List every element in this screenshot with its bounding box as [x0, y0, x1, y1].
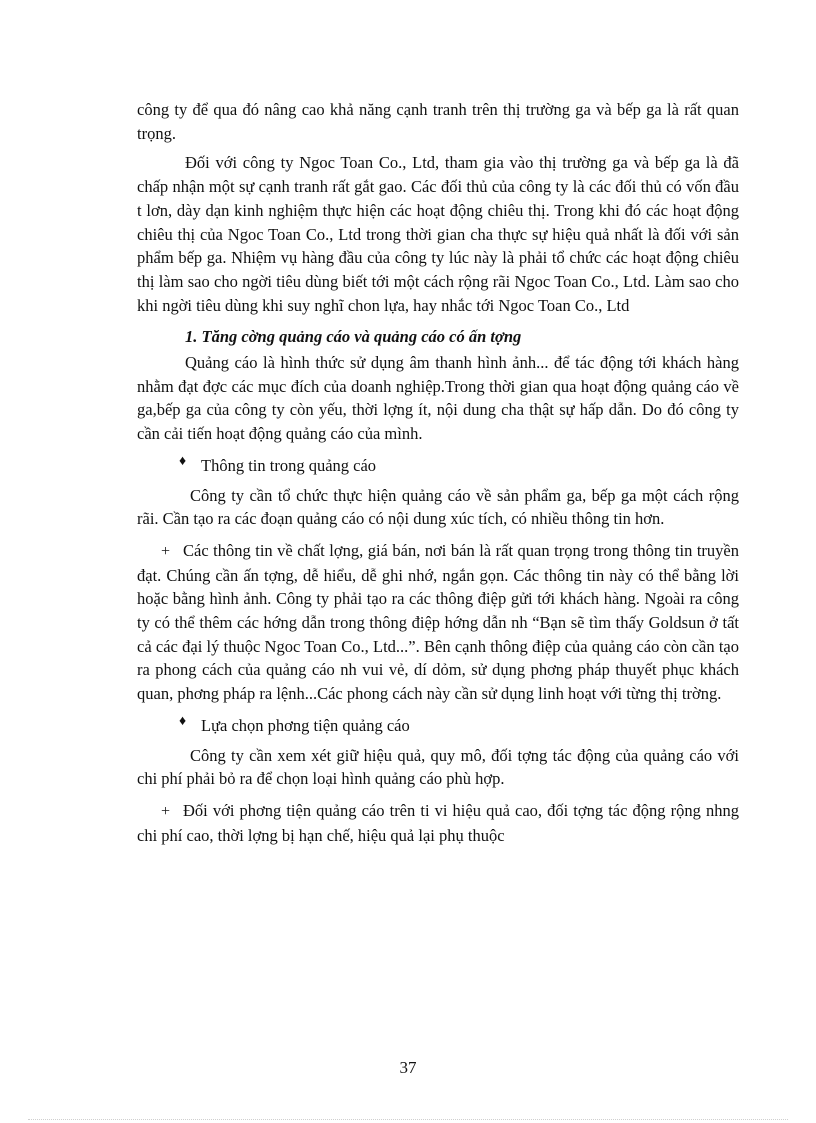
diamond-bullet-icon: ♦ — [179, 713, 187, 729]
paragraph: công ty để qua đó nâng cao khả năng cạnh tranh trên thị trường ga và bếp ga là rất quan trọng. — [137, 100, 739, 143]
plus-item — [137, 539, 739, 706]
plus-item — [137, 799, 739, 847]
paragraph: Công ty cần tổ chức thực hiện quảng cáo về sản phẩm ga, bếp ga một cách rộng rãi. Cần tạo ra các đoạn quảng cáo có nội dung xúc tích, có nhiều thông tin hơn. — [137, 485, 739, 529]
plus-bullet-icon: + — [161, 542, 171, 560]
plus-item-text: Đối với phơng tiện quảng cáo trên ti vi hiệu quả cao, đối tợng tác động rộng nhng chi phí cao, thời lợng bị hạn chế, hiệu quả lại phụ thuộc — [137, 800, 739, 845]
bullet-label: Thông tin trong quảng cáo — [201, 455, 377, 475]
diamond-bullet-icon: ♦ — [179, 453, 187, 469]
page-bottom-divider — [28, 1119, 788, 1120]
paragraph: Quảng cáo là hình thức sử dụng âm thanh hình ảnh... để tác động tới khách hàng nhằm đạt đợc các mục đích của doanh nghiệp.Trong thời gian qua hoạt động quảng cáo về ga,bếp ga của công ty còn yếu, thời lợng ít, nội dung cha thật sự hấp dẫn. Do đó công ty cần cải tiến hoạt động quảng cáo của mình. — [137, 353, 739, 444]
section-heading: 1. Tăng cờng quảng cáo và quảng cáo có ấn tợng — [185, 327, 522, 347]
plus-bullet-icon: + — [161, 802, 171, 820]
paragraph: Đối với công ty Ngoc Toan Co., Ltd, tham gia vào thị trường ga và bếp ga là đã chấp nhận một sự cạnh tranh rất gắt gao. Các đối thủ của công ty là các đối thủ có vốn đầu t lơn, dày dạn kinh nghiệm thực hiện các hoạt động chiêu thị. Trong khi đó các hoạt động chiêu thị của Ngoc Toan Co., Ltd trong thời gian cha thực sự hiệu quả nhất là đối với sản phẩm bếp ga. Nhiệm vụ hàng đầu của công ty lúc này là phải tổ chức các hoạt động chiêu thị làm sao cho ngời tiêu dùng biết tới một cách rộng rãi Ngoc Toan Co., Ltd. Làm sao cho khi ngời tiêu dùng khi suy nghĩ chon lựa, hay nhắc tới Ngoc Toan Co., Ltd — [137, 153, 739, 315]
bullet-label: Lựa chọn phơng tiện quảng cáo — [201, 715, 410, 735]
bullet-item — [137, 714, 739, 738]
paragraph: Công ty cần xem xét giữ hiệu quả, quy mô, đối tợng tác động của quảng cáo với chi phí phải bỏ ra để chọn loại hình quảng cáo phù hợp. — [137, 745, 739, 789]
page-number: 37 — [399, 1058, 417, 1077]
plus-item-text: Các thông tin về chất lợng, giá bán, nơi bán là rất quan trọng trong thông tin truyền đạt. Chúng cần ấn tợng, dễ hiểu, dễ ghi nhớ, ngắn gọn. Các thông tin này có thể bằng lời hoặc bằng hình ảnh. Công ty phải tạo ra các thông điệp gửi tới khách hàng. Ngoài ra công ty có thể thêm các hớng dẫn trong thông điệp hớng dẫn nh “Bạn sẽ tìm thấy Goldsun ở tất cả các đại lý thuộc Ngoc Toan Co., Ltd...”. Bên cạnh thông điệp của quảng cáo còn cần tạo ra phong cách của quảng cáo nh vui vẻ, dí dỏm, sử dụng phơng pháp thuyết phục khách quan, phơng pháp ra lệnh...Các phong cách này cần sử dụng linh hoạt với từng thị trờng. — [137, 540, 739, 704]
document-page — [137, 98, 739, 847]
bullet-item — [137, 454, 739, 478]
